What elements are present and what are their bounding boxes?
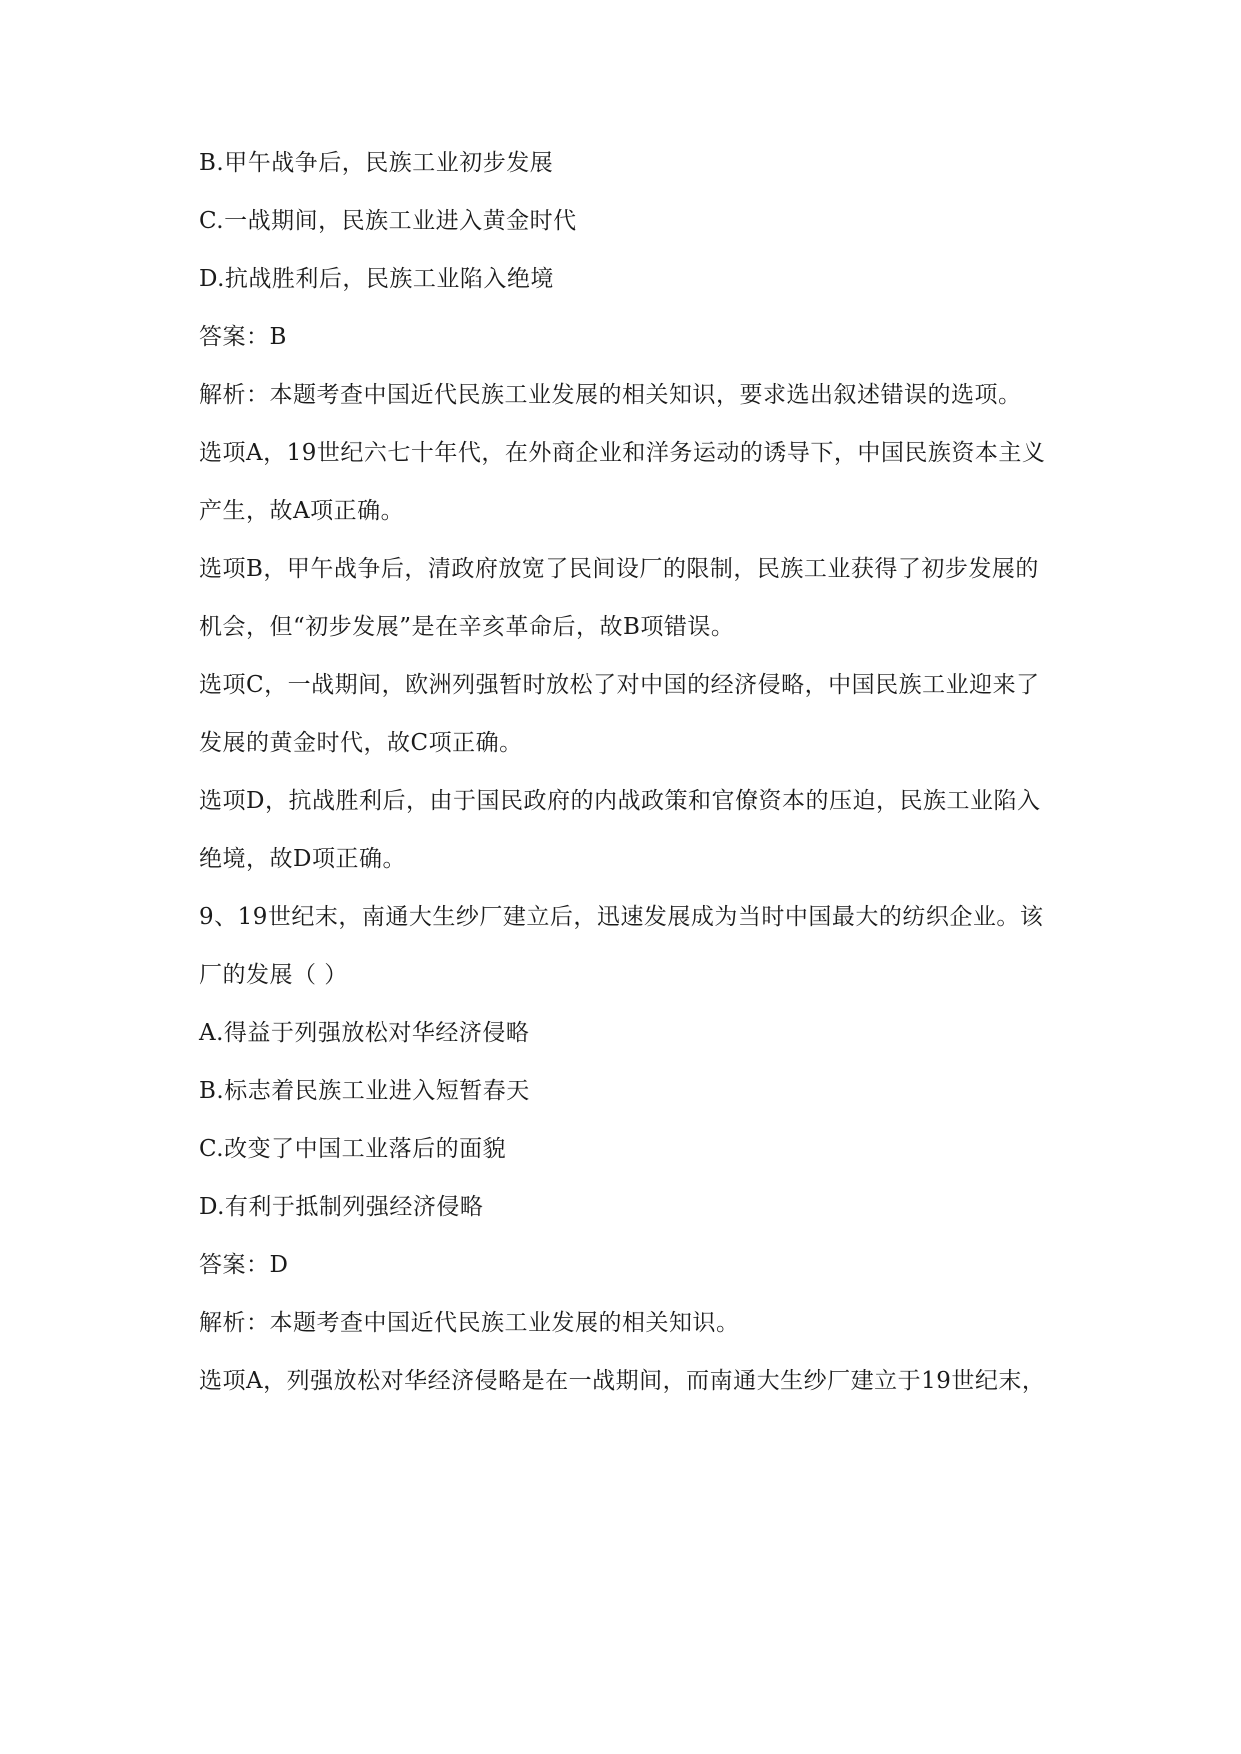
q9-option-a-line: A.得益于列强放松对华经济侵略 bbox=[199, 1020, 530, 1046]
q9-analysis-option-a-line: 选项A，列强放松对华经济侵略是在一战期间，而南通大生纱厂建立于19世纪末， bbox=[199, 1368, 1046, 1394]
analysis-option-a-line: 选项A，19世纪六七十年代，在外商企业和洋务运动的诱导下，中国民族资本主义 bbox=[199, 440, 1046, 466]
q9-answer-line: 答案：D bbox=[199, 1252, 289, 1278]
analysis-option-b-cont-line: 机会，但“初步发展”是在辛亥革命后，故B项错误。 bbox=[199, 614, 735, 640]
answer-line: 答案：B bbox=[199, 324, 287, 350]
analysis-option-b-line: 选项B，甲午战争后，清政府放宽了民间设厂的限制，民族工业获得了初步发展的 bbox=[199, 556, 1039, 582]
analysis-option-c-line: 选项C，一战期间，欧洲列强暂时放松了对中国的经济侵略，中国民族工业迎来了 bbox=[199, 672, 1040, 698]
analysis-line: 解析：本题考查中国近代民族工业发展的相关知识，要求选出叙述错误的选项。 bbox=[199, 382, 1022, 408]
analysis-option-d-line: 选项D，抗战胜利后，由于国民政府的内战政策和官僚资本的压迫，民族工业陷入 bbox=[199, 788, 1041, 814]
option-c-line: C.一战期间，民族工业进入黄金时代 bbox=[199, 208, 577, 234]
analysis-option-d-cont-line: 绝境，故D项正确。 bbox=[199, 846, 406, 872]
q9-analysis-line: 解析：本题考查中国近代民族工业发展的相关知识。 bbox=[199, 1310, 740, 1336]
question-9-cont-line: 厂的发展（ ） bbox=[199, 962, 348, 988]
option-b-line: B.甲午战争后，民族工业初步发展 bbox=[199, 150, 554, 176]
q9-option-d-line: D.有利于抵制列强经济侵略 bbox=[199, 1194, 484, 1220]
analysis-option-c-cont-line: 发展的黄金时代，故C项正确。 bbox=[199, 730, 523, 756]
analysis-option-a-cont-line: 产生，故A项正确。 bbox=[199, 498, 405, 524]
q9-option-b-line: B.标志着民族工业进入短暂春天 bbox=[199, 1078, 530, 1104]
q9-option-c-line: C.改变了中国工业落后的面貌 bbox=[199, 1136, 507, 1162]
question-9-line: 9、19世纪末，南通大生纱厂建立后，迅速发展成为当时中国最大的纺织企业。该 bbox=[199, 904, 1044, 930]
option-d-line: D.抗战胜利后，民族工业陷入绝境 bbox=[199, 266, 554, 292]
